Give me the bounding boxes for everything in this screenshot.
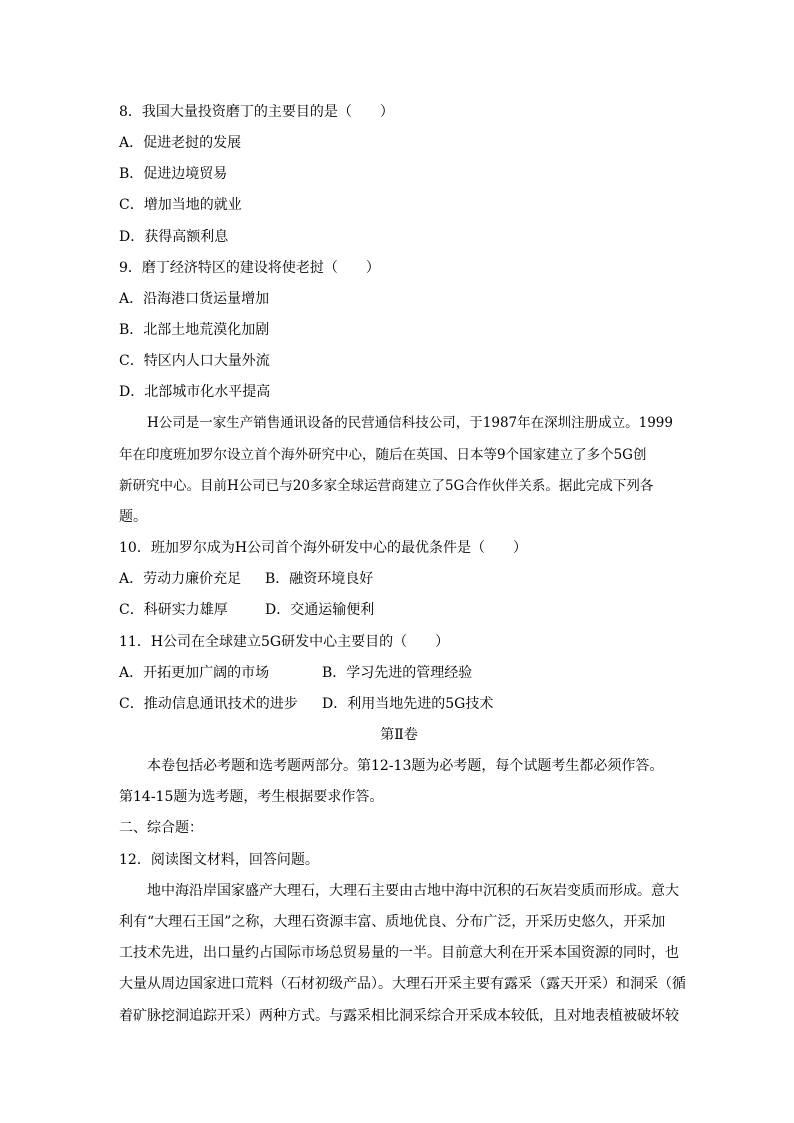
q11-option-a: A．开拓更加广阔的市场 xyxy=(119,665,270,681)
q10-stem: 10．班加罗尔成为H公司首个海外研发中心的最优条件是（ ） xyxy=(119,540,528,556)
passage-h-line-3: 新研究中心。目前H公司已与20多家全球运营商建立了5G合作伙伴关系。据此完成下列各 xyxy=(119,478,654,494)
q8-option-a: A．促进老挝的发展 xyxy=(119,135,242,151)
q11-stem: 11．H公司在全球建立5G研发中心主要目的（ ） xyxy=(119,634,450,650)
q9-option-c: C．特区内人口大量外流 xyxy=(119,353,270,369)
q10-option-d: D．交通运输便利 xyxy=(265,602,375,618)
passage-marble-line-2: 利有“大理石王国”之称，大理石资源丰富、质地优良、分布广泛，开采历史悠久，开采加 xyxy=(119,914,666,930)
section-2-title: 第Ⅱ卷 xyxy=(380,727,418,743)
passage-marble-line-1: 地中海沿岸国家盛产大理石，大理石主要由古地中海中沉积的石灰岩变质而形成。意大 xyxy=(147,883,679,899)
q9-option-d: D．北部城市化水平提高 xyxy=(119,384,271,400)
q10-option-c: C．科研实力雄厚 xyxy=(119,602,228,618)
q8-option-c: C．增加当地的就业 xyxy=(119,197,242,213)
q8-stem: 8．我国大量投资磨丁的主要目的是（ ） xyxy=(119,104,394,120)
section-2-intro-line-1: 本卷包括必考题和选考题两部分。第12-13题为必考题，每个试题考生都必须作答。 xyxy=(147,758,664,774)
passage-marble-line-3: 工技术先进，出口量约占国际市场总贸易量的一半。目前意大利在开采本国资源的同时，也 xyxy=(119,945,679,961)
q11-option-d: D．利用当地先进的5G技术 xyxy=(322,696,494,712)
q10-option-a: A．劳动力廉价充足 xyxy=(119,571,242,587)
q10-option-b: B．融资环境良好 xyxy=(265,571,374,587)
passage-marble-line-5: 着矿脉挖洞追踪开采）两种方式。与露采相比洞采综合开采成本较低，且对地表植被破坏较 xyxy=(119,1008,679,1024)
q9-stem: 9．磨丁经济特区的建设将使老挝（ ） xyxy=(119,260,380,276)
section-2-intro-line-2: 第14-15题为选考题，考生根据要求作答。 xyxy=(119,789,384,805)
passage-h-line-2: 年在印度班加罗尔设立首个海外研究中心，随后在英国、日本等9个国家建立了多个5G创 xyxy=(119,447,647,463)
section-2-heading: 二、综合题： xyxy=(119,820,203,836)
q8-option-d: D．获得高额利息 xyxy=(119,229,229,245)
q12-stem: 12．阅读图文材料，回答问题。 xyxy=(119,852,319,868)
q8-option-b: B．促进边境贸易 xyxy=(119,166,228,182)
passage-h-line-4: 题。 xyxy=(119,509,147,525)
passage-marble-line-4: 大量从周边国家进口荒料（石材初级产品）。大理石开采主要有露采（露天开采）和洞采（循 xyxy=(119,976,686,992)
q11-option-c: C．推动信息通讯技术的进步 xyxy=(119,696,298,712)
passage-h-line-1: H公司是一家生产销售通讯设备的民营通信科技公司，于1987年在深圳注册成立。1999 xyxy=(147,415,673,431)
q9-option-b: B．北部土地荒漠化加剧 xyxy=(119,322,270,338)
q11-option-b: B．学习先进的管理经验 xyxy=(322,665,473,681)
q9-option-a: A．沿海港口货运量增加 xyxy=(119,291,270,307)
